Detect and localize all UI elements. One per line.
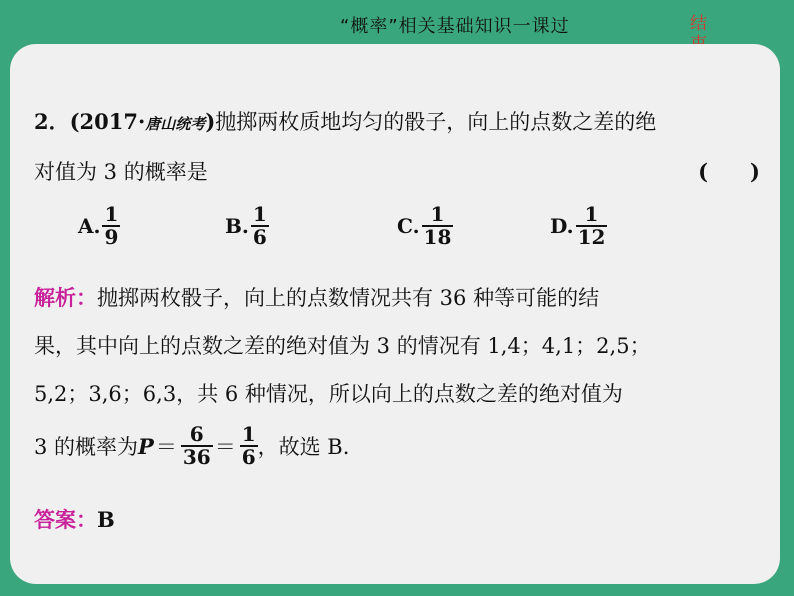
option-a-fraction <box>102 204 120 248</box>
question-source-tag: 唐山统考 <box>145 115 206 133</box>
probability-variable: P <box>138 433 154 459</box>
option-c-denominator: 18 <box>423 225 452 249</box>
option-d <box>550 204 607 248</box>
option-a-denominator: 9 <box>104 225 119 249</box>
question-number: 2． <box>34 109 70 134</box>
option-a-numerator: 1 <box>104 202 119 226</box>
option-b-numerator: 1 <box>252 202 267 226</box>
option-d-label: D. <box>550 214 574 238</box>
solution-fraction-1-numerator: 6 <box>189 422 204 446</box>
answer-paren: ( ) <box>698 159 760 184</box>
answer-label: 答案： <box>34 507 97 532</box>
option-d-fraction <box>576 204 608 248</box>
option-a <box>78 204 120 248</box>
option-d-numerator: 1 <box>584 202 599 226</box>
question-line-2 <box>34 156 208 186</box>
option-a-label: A. <box>78 214 101 238</box>
question-source-open: (2017· <box>69 109 146 134</box>
answer-value: B <box>97 507 115 532</box>
solution-fraction-1 <box>181 424 213 468</box>
option-b-fraction <box>251 204 269 248</box>
option-b-label: B. <box>225 214 249 238</box>
option-d-denominator: 12 <box>577 225 606 249</box>
option-b <box>225 204 269 248</box>
solution-label: 解析： <box>34 285 97 310</box>
option-c-label: C. <box>397 214 420 238</box>
question-source-close: ) <box>205 109 216 134</box>
option-b-denominator: 6 <box>252 225 267 249</box>
solution-fraction-2-numerator: 1 <box>241 422 256 446</box>
solution-line-4 <box>34 424 349 468</box>
end-button-char-1: 结 <box>690 14 707 34</box>
equals-sign-2: ＝ <box>214 435 236 459</box>
solution-line-2 <box>34 330 651 360</box>
question-text-2: 对值为 3 的概率是 <box>34 160 208 184</box>
solution-text-4-prefix: 3 的概率为 <box>34 435 139 459</box>
option-c-fraction <box>422 204 454 248</box>
content-card <box>10 44 780 584</box>
solution-text-2: 果，其中向上的点数之差的绝对值为 3 的情况有 1,4；4,1；2,5； <box>34 334 651 358</box>
solution-fraction-2 <box>240 424 258 468</box>
solution-text-4-suffix: ，故选 B. <box>257 435 350 459</box>
header-title: “概率”相关基础知识一课过 <box>340 16 570 37</box>
option-c <box>397 204 453 248</box>
solution-fraction-2-denominator: 6 <box>241 445 256 469</box>
equals-sign-1: ＝ <box>155 435 177 459</box>
solution-text-1: 抛掷两枚骰子，向上的点数情况共有 36 种等可能的结 <box>97 286 600 310</box>
question-text-1: 抛掷两枚质地均匀的骰子，向上的点数之差的绝 <box>215 110 657 134</box>
option-c-numerator: 1 <box>430 202 445 226</box>
solution-text-3: 5,2；3,6；6,3，共 6 种情况，所以向上的点数之差的绝对值为 <box>34 382 623 406</box>
solution-line-1 <box>34 282 599 312</box>
answer-line <box>34 504 115 534</box>
solution-fraction-1-denominator: 36 <box>182 445 211 469</box>
question-line-1 <box>34 106 656 136</box>
solution-line-3 <box>34 378 623 408</box>
